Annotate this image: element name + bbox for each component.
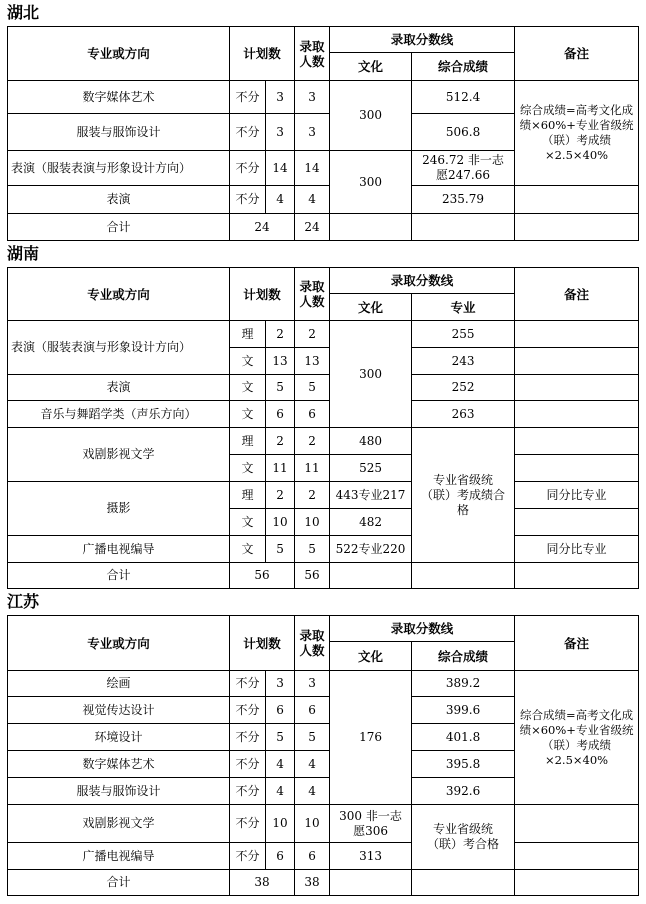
- culture-cell: 176: [330, 671, 412, 805]
- major-cell: 摄影: [8, 482, 230, 536]
- culture-cell: 522专业220: [330, 536, 412, 563]
- major-cell: 视觉传达设计: [8, 697, 230, 724]
- admit-cell: 13: [295, 348, 330, 375]
- culture-cell: 443专业217: [330, 482, 412, 509]
- culture-cell: 300: [330, 81, 412, 151]
- remark-cell: [515, 186, 639, 214]
- type-cell: 不分: [230, 671, 266, 697]
- culture-cell: 480: [330, 428, 412, 455]
- major-cell: 表演: [8, 375, 230, 401]
- plan-cell: 10: [266, 805, 295, 843]
- admit-cell: 14: [295, 151, 330, 186]
- admit-cell: 3: [295, 114, 330, 151]
- section-title-jiangsu: 江苏: [7, 592, 40, 611]
- plan-cell: 6: [266, 697, 295, 724]
- admit-cell: 10: [295, 509, 330, 536]
- culture-cell: 300: [330, 151, 412, 214]
- major-cell: 数字媒体艺术: [8, 81, 230, 114]
- major-cell: 环境设计: [8, 724, 230, 751]
- type-cell: 不分: [230, 778, 266, 805]
- table-row: [8, 805, 639, 843]
- prof-cell: 252: [412, 375, 515, 401]
- table-row: [8, 536, 639, 563]
- composite-cell: 389.2: [412, 671, 515, 697]
- type-cell: 不分: [230, 724, 266, 751]
- header-plan: 计划数: [230, 27, 295, 81]
- type-cell: 不分: [230, 186, 266, 214]
- total-plan: 38: [230, 870, 295, 896]
- admit-cell: 6: [295, 697, 330, 724]
- table-row: [8, 81, 639, 114]
- total-admit: 24: [295, 214, 330, 241]
- plan-cell: 6: [266, 843, 295, 870]
- composite-cell: 235.79: [412, 186, 515, 214]
- plan-cell: 5: [266, 724, 295, 751]
- header-score-line: 录取分数线: [330, 27, 515, 53]
- table-row: [8, 375, 639, 401]
- header-remark: 备注: [515, 616, 639, 671]
- plan-cell: 3: [266, 114, 295, 151]
- plan-cell: 14: [266, 151, 295, 186]
- composite-cell: 392.6: [412, 778, 515, 805]
- header-admit: 录取人数: [295, 268, 330, 321]
- plan-cell: 11: [266, 455, 295, 482]
- admit-cell: 5: [295, 536, 330, 563]
- header-culture: 文化: [330, 642, 412, 671]
- table-row: [8, 671, 639, 697]
- admit-cell: 6: [295, 401, 330, 428]
- header-remark: 备注: [515, 27, 639, 81]
- table-hunan: [7, 267, 639, 589]
- plan-cell: 13: [266, 348, 295, 375]
- prof-cell: 243: [412, 348, 515, 375]
- admit-cell: 6: [295, 843, 330, 870]
- major-cell: 服装与服饰设计: [8, 114, 230, 151]
- total-label: 合计: [8, 870, 230, 896]
- composite-cell: 506.8: [412, 114, 515, 151]
- major-cell: 表演（服装表演与形象设计方向）: [8, 151, 230, 186]
- table-row: [8, 428, 639, 455]
- major-cell: 广播电视编导: [8, 843, 230, 870]
- remark-cell: 同分比专业: [515, 536, 639, 563]
- type-cell: 不分: [230, 843, 266, 870]
- type-cell: 文: [230, 401, 266, 428]
- total-plan: 24: [230, 214, 295, 241]
- type-cell: 不分: [230, 751, 266, 778]
- table-row: [8, 321, 639, 348]
- type-cell: 理: [230, 321, 266, 348]
- type-cell: 不分: [230, 81, 266, 114]
- plan-cell: 2: [266, 321, 295, 348]
- plan-cell: 10: [266, 509, 295, 536]
- admit-cell: 2: [295, 482, 330, 509]
- plan-cell: 3: [266, 81, 295, 114]
- culture-cell: 525: [330, 455, 412, 482]
- table-row: [8, 401, 639, 428]
- composite-cell: 399.6: [412, 697, 515, 724]
- major-cell: 表演: [8, 186, 230, 214]
- type-cell: 理: [230, 482, 266, 509]
- remark-cell: 综合成绩=高考文化成绩×60%+专业省级统（联）考成绩×2.5×40%: [515, 671, 639, 805]
- header-professional: 专业: [412, 294, 515, 321]
- major-cell: 表演（服装表演与形象设计方向）: [8, 321, 230, 375]
- plan-cell: 3: [266, 671, 295, 697]
- admit-cell: 4: [295, 751, 330, 778]
- header-major: 专业或方向: [8, 27, 230, 81]
- admit-cell: 3: [295, 671, 330, 697]
- culture-cell: 300: [330, 321, 412, 428]
- admit-cell: 5: [295, 375, 330, 401]
- total-admit: 56: [295, 563, 330, 589]
- header-plan: 计划数: [230, 616, 295, 671]
- type-cell: 不分: [230, 151, 266, 186]
- major-cell: 戏剧影视文学: [8, 428, 230, 482]
- type-cell: 不分: [230, 805, 266, 843]
- major-cell: 绘画: [8, 671, 230, 697]
- remark-cell: 综合成绩=高考文化成绩×60%+专业省级统（联）考成绩×2.5×40%: [515, 81, 639, 186]
- header-score-line: 录取分数线: [330, 616, 515, 642]
- section-title-hunan: 湖南: [7, 244, 40, 263]
- plan-cell: 4: [266, 186, 295, 214]
- table-jiangsu: [7, 615, 639, 896]
- composite-cell: 246.72 非一志愿247.66: [412, 151, 515, 186]
- total-label: 合计: [8, 563, 230, 589]
- composite-cell: 401.8: [412, 724, 515, 751]
- type-cell: 理: [230, 428, 266, 455]
- header-admit: 录取人数: [295, 27, 330, 81]
- type-cell: 文: [230, 455, 266, 482]
- admit-cell: 3: [295, 81, 330, 114]
- table-row-total: [8, 214, 639, 241]
- major-cell: 广播电视编导: [8, 536, 230, 563]
- header-major: 专业或方向: [8, 616, 230, 671]
- composite-cell: 395.8: [412, 751, 515, 778]
- admit-cell: 2: [295, 428, 330, 455]
- header-score-line: 录取分数线: [330, 268, 515, 294]
- header-culture: 文化: [330, 53, 412, 81]
- total-plan: 56: [230, 563, 295, 589]
- table-row-total: [8, 870, 639, 896]
- plan-cell: 4: [266, 751, 295, 778]
- header-remark: 备注: [515, 268, 639, 321]
- table-row: [8, 186, 639, 214]
- header-culture: 文化: [330, 294, 412, 321]
- header-admit: 录取人数: [295, 616, 330, 671]
- admit-cell: 11: [295, 455, 330, 482]
- admit-cell: 2: [295, 321, 330, 348]
- type-cell: 文: [230, 375, 266, 401]
- comp-pass-cell: 专业省级统（联）考合格: [412, 805, 515, 870]
- plan-cell: 5: [266, 536, 295, 563]
- table-row: [8, 482, 639, 509]
- admit-cell: 5: [295, 724, 330, 751]
- type-cell: 文: [230, 536, 266, 563]
- type-cell: 不分: [230, 697, 266, 724]
- table-row: [8, 843, 639, 870]
- prof-cell: 255: [412, 321, 515, 348]
- header-composite: 综合成绩: [412, 642, 515, 671]
- type-cell: 文: [230, 348, 266, 375]
- major-cell: 音乐与舞蹈学类（声乐方向）: [8, 401, 230, 428]
- plan-cell: 6: [266, 401, 295, 428]
- section-title-hubei: 湖北: [7, 3, 40, 22]
- culture-cell: 313: [330, 843, 412, 870]
- admit-cell: 4: [295, 778, 330, 805]
- total-label: 合计: [8, 214, 230, 241]
- plan-cell: 2: [266, 482, 295, 509]
- admit-cell: 10: [295, 805, 330, 843]
- major-cell: 数字媒体艺术: [8, 751, 230, 778]
- culture-cell: 300 非一志愿306: [330, 805, 412, 843]
- type-cell: 不分: [230, 114, 266, 151]
- major-cell: 戏剧影视文学: [8, 805, 230, 843]
- prof-cell: 263: [412, 401, 515, 428]
- plan-cell: 4: [266, 778, 295, 805]
- header-composite: 综合成绩: [412, 53, 515, 81]
- table-row-total: [8, 563, 639, 589]
- prof-pass-cell: 专业省级统（联）考成绩合格: [412, 428, 515, 563]
- composite-cell: 512.4: [412, 81, 515, 114]
- type-cell: 文: [230, 509, 266, 536]
- admit-cell: 4: [295, 186, 330, 214]
- plan-cell: 2: [266, 428, 295, 455]
- header-plan: 计划数: [230, 268, 295, 321]
- culture-cell: 482: [330, 509, 412, 536]
- major-cell: 服装与服饰设计: [8, 778, 230, 805]
- table-hubei: [7, 26, 639, 241]
- total-admit: 38: [295, 870, 330, 896]
- plan-cell: 5: [266, 375, 295, 401]
- header-major: 专业或方向: [8, 268, 230, 321]
- remark-cell: 同分比专业: [515, 482, 639, 509]
